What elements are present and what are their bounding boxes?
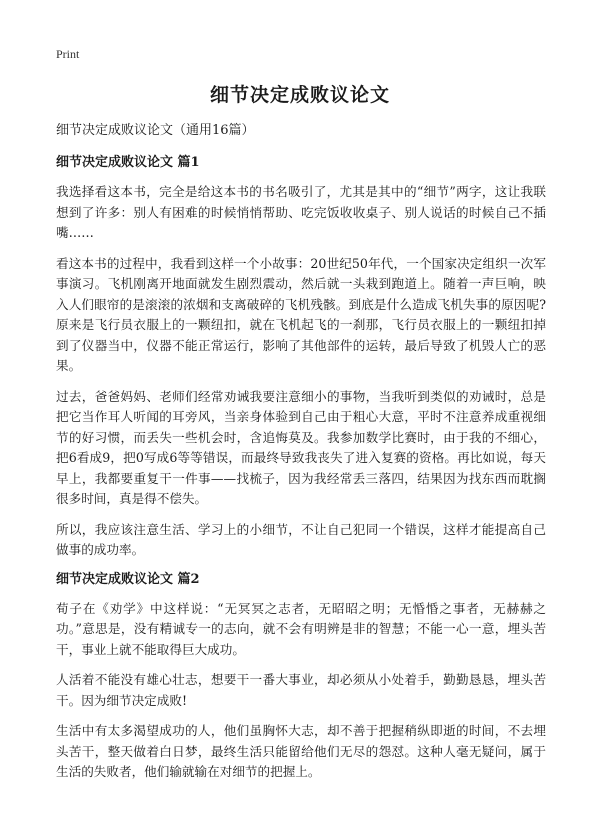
paragraph: 看这本书的过程中，我看到这样一个小故事：20世纪50年代，一个国家决定组织一次军事演习。飞机刚离开地面就发生剧烈震动，然后就一头栽到跑道上。随着一声巨响，映入人们眼帘的是滚滚的浓烟和支离破碎的飞机残骸。到底是什么造成飞机失事的原因呢?原来是飞行员衣服上的一颗纽扣，就在飞机起飞的一刹那，飞行员衣服上的一颗纽扣掉到了仪器当中，仪器不能正常运行，影响了其他部件的运转，最后导致了机毁人亡的恶果。 <box>56 255 546 373</box>
paragraph: 所以，我应该注意生活、学习上的小细节，不让自己犯同一个错误，这样才能提高自己做事的成功率。 <box>56 521 546 557</box>
section-2 <box>56 571 546 783</box>
document-subtitle: 细节决定成败议论文（通用16篇） <box>56 123 255 138</box>
section-heading: 细节决定成败议论文 篇1 <box>56 155 200 170</box>
paragraph: 人活着不能没有雄心壮志，想要干一番大事业，却必须从小处着手，勤勤恳恳，埋头苦干。因为细节决定成败! <box>56 672 546 708</box>
document-content <box>56 122 546 793</box>
section-heading: 细节决定成败议论文 篇2 <box>56 571 200 587</box>
section-1 <box>56 154 546 561</box>
document-title: 细节决定成败议论文 <box>209 84 390 106</box>
paragraph: 我选择看这本书，完全是给这本书的书名吸引了，尤其是其中的“细节”两字，这让我联想到了许多：别人有困难的时候悄悄帮助、吃完饭收收桌子、别人说话的时候自己不插嘴…… <box>56 184 546 240</box>
print-link[interactable]: Print <box>56 47 80 61</box>
paragraph: 生活中有太多渴望成功的人，他们虽胸怀大志，却不善于把握稍纵即逝的时间，不去埋头苦干，整天做着白日梦，最终生活只能留给他们无尽的怨怼。这种人毫无疑问，属于生活的失败者，他们输就输在对细节的把握上。 <box>56 723 546 779</box>
paragraph: 过去，爸爸妈妈、老师们经常劝诫我要注意细小的事物，当我听到类似的劝诫时，总是把它当作耳人听闻的耳旁风，当亲身体验到自己由于粗心大意，平时不注意养成重视细节的好习惯，而丢失一些机会时，含追悔莫及。我参加数学比赛时，由于我的不细心，把6看成9，把0写成6等等错误，而最终导致我丧失了进入复赛的资格。再比如说，每天早上，我都要重复干一件事——找梳子，因为我经常丢三落四，结果因为找东西而耽搁很多时间，真是得不偿失。 <box>56 388 546 506</box>
paragraph: 荀子在《劝学》中这样说：“无冥冥之志者，无昭昭之明；无惛惛之事者，无赫赫之功。”意思是，没有精诚专一的志向，就不会有明辨是非的智慧；不能一心一意，埋头苦干，事业上就不能取得巨大成功。 <box>56 600 546 657</box>
